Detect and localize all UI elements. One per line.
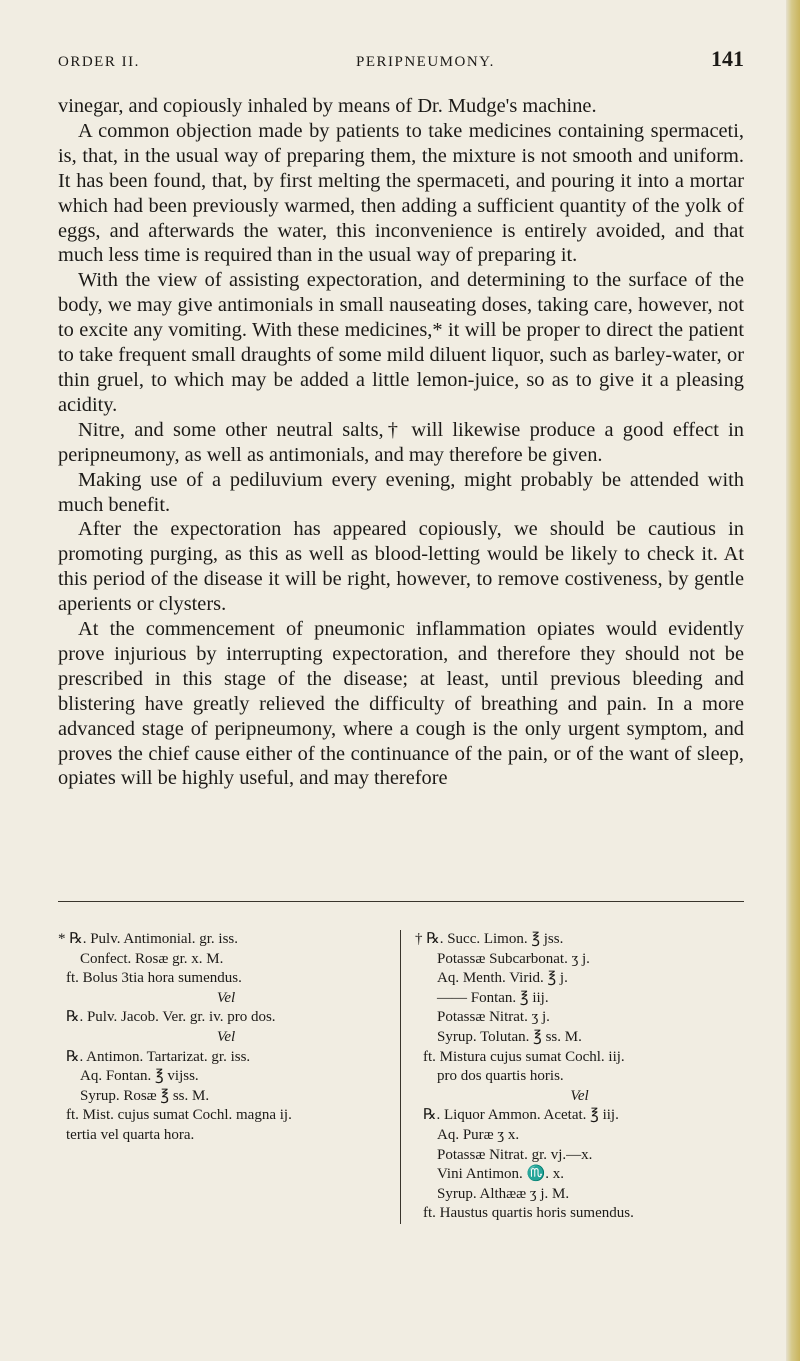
paragraph: vinegar, and copiously inhaled by means of Dr. Mudge's machine.: [58, 95, 597, 117]
page-number: 141: [711, 46, 744, 71]
footnote-line: ft. Haustus quartis horis sumendus.: [423, 1205, 634, 1222]
footnote-line: ft. Mist. cujus sumat Cochl. magna ij.: [66, 1107, 292, 1124]
footnote-line: Aq. Fontan. ℥ vijss.: [80, 1068, 199, 1085]
footnote-line: ft. Mistura cujus sumat Cochl. iij.: [423, 1048, 625, 1065]
footnote-line: Syrup. Rosæ ℥ ss. M.: [80, 1087, 210, 1104]
footnote-line: ft. Bolus 3tia hora sumendus.: [66, 970, 242, 987]
footnote-line: * ℞. Pulv. Antimonial. gr. iss.: [58, 931, 238, 947]
footnote-line: ℞. Antimon. Tartarizat. gr. iss.: [66, 1048, 251, 1065]
footnote-divider: [58, 901, 744, 902]
footnote-right-column: [401, 930, 744, 1224]
footnote-line: Vel: [570, 1087, 589, 1104]
footnote-line: Aq. Menth. Virid. ℥ j.: [437, 970, 568, 987]
paragraph: Nitre, and some other neutral salts,† will likewise produce a good effect in peripneumony, as well as antimonials, and may therefore be given.: [58, 418, 744, 466]
footnote-line: Vel: [216, 989, 236, 1006]
header-order: ORDER II.: [58, 54, 140, 70]
footnote-line: Potassæ Subcarbonat. ʒ j.: [437, 950, 590, 967]
footnote-line: ℞. Pulv. Jacob. Ver. gr. iv. pro dos.: [66, 1009, 276, 1026]
footnote-line: —— Fontan. ℥ iij.: [437, 989, 549, 1006]
paragraph: After the expectoration has appeared copiously, we should be cautious in promoting purging, as this as well as blood-letting would be likely to check it. At this period of the disease it will be right, however, to remove costiveness, by gentle aperients or clysters.: [58, 518, 744, 616]
running-header: [58, 46, 744, 72]
footnote-line: Vini Antimon. ♏. x.: [437, 1166, 564, 1183]
footnote-line: Aq. Puræ ʒ x.: [437, 1126, 520, 1143]
footnote-left-column: [58, 930, 401, 1224]
footnote-line: Confect. Rosæ gr. x. M.: [80, 950, 224, 967]
paragraph: At the commencement of pneumonic inflammation opiates would evidently prove injurious by interrupting expectoration, and therefore they should not be prescribed in this stage of the disease; at least, until previous bleeding and blistering have greatly relieved the difficulty of breathing and pain. In a more advanced stage of peripneumony, where a cough is the only urgent symptom, and proves the chief cause either of the continuance of the pain, or of the want of sleep, opiates will be highly useful, and may therefore: [58, 618, 744, 790]
footnote-line: Potassæ Nitrat. gr. vj.—x.: [437, 1146, 593, 1163]
footnote-line: † ℞. Succ. Limon. ℥ jss.: [415, 931, 564, 947]
footnotes: [58, 930, 744, 1224]
footnote-line: tertia vel quarta hora.: [66, 1126, 195, 1143]
footnote-line: Syrup. Althææ ʒ j. M.: [437, 1185, 570, 1202]
paragraph: With the view of assisting expectoration, and determining to the surface of the body, we may give antimonials in small nauseating doses, taking care, however, not to excite any vomiting. With these medicines,* it will be proper to direct the patient to take frequent small draughts of some mild diluent liquor, such as barley-water, or thin gruel, to which may be added a little lemon-juice, so as to give it a pleasing acidity.: [58, 269, 744, 416]
page-edge: [786, 0, 800, 1361]
footnote-line: pro dos quartis horis.: [437, 1068, 564, 1085]
footnote-line: Syrup. Tolutan. ℥ ss. M.: [437, 1028, 582, 1045]
main-text: [58, 94, 744, 791]
footnote-line: Potassæ Nitrat. ʒ j.: [437, 1009, 550, 1026]
paragraph: A common objection made by patients to take medicines containing spermaceti, is, that, in the usual way of preparing them, the mixture is not smooth and uniform. It has been found, that, by first melting the spermaceti, and pouring it into a mortar which had been previously warmed, then adding a sufficient quantity of the yolk of eggs, and afterwards the water, this inconvenience is entirely avoided, and that much less time is required than in the usual way of preparing it.: [58, 119, 744, 267]
footnote-line: Vel: [216, 1028, 236, 1045]
footnote-line: ℞. Liquor Ammon. Acetat. ℥ iij.: [423, 1107, 619, 1124]
paragraph: Making use of a pediluvium every evening, might probably be attended with much benefit.: [58, 468, 744, 516]
header-title: PERIPNEUMONY.: [356, 54, 495, 70]
